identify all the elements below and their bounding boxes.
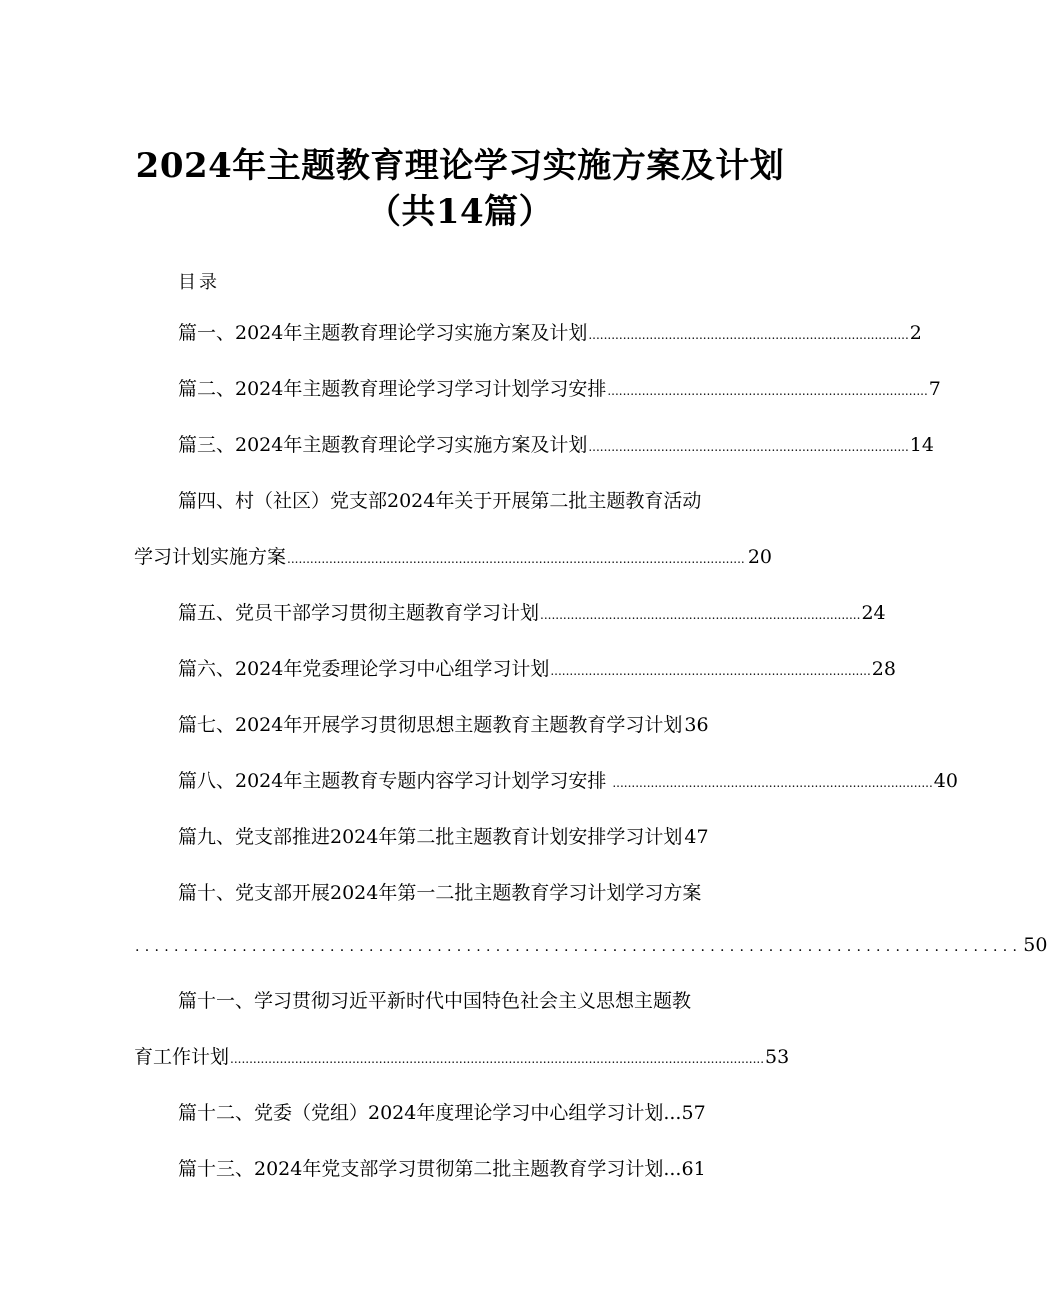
toc-entry-label: 篇一、2024年主题教育理论学习实施方案及计划	[178, 322, 588, 344]
toc-entry-label-cont: 学习计划实施方案	[134, 546, 287, 568]
toc-page-number: 7	[928, 378, 941, 400]
toc-entry-label: 篇三、2024年主题教育理论学习实施方案及计划	[178, 434, 588, 456]
toc-entry[interactable]	[178, 430, 934, 460]
document-title: 2024年主题教育理论学习实施方案及计划	[135, 146, 785, 186]
toc-page-number: 20	[747, 546, 772, 568]
toc-page-number: 40	[933, 770, 958, 792]
toc-entry-label: 篇十二、党委（党组）2024年度理论学习中心组学习计划...	[178, 1102, 682, 1124]
toc-leader-dots: ....................................................................................	[540, 608, 861, 622]
toc-entry-label[interactable]: 篇四、村（社区）党支部2024年关于开展第二批主题教育活动	[178, 490, 702, 512]
toc-entry-label-cont: 育工作计划	[134, 1046, 230, 1068]
toc-leader-dots: ...........................................................................................	[135, 939, 1023, 955]
toc-page-number: 24	[861, 602, 886, 624]
toc-entry-label: 篇九、党支部推进2024年第二批主题教育计划安排学习计划	[178, 826, 683, 848]
toc-entry-label[interactable]: 篇十一、学习贯彻习近平新时代中国特色社会主义思想主题教	[178, 990, 692, 1012]
toc-page-number: 36	[684, 714, 709, 736]
toc-leader-dots: ....................................................................................	[612, 776, 933, 790]
toc-entry-label: 篇五、党员干部学习贯彻主题教育学习计划	[178, 602, 540, 624]
document-subtitle: （共14篇）	[366, 192, 554, 232]
toc-entry[interactable]	[178, 598, 886, 628]
toc-entry[interactable]	[178, 710, 709, 740]
toc-entry-label: 篇十三、2024年党支部学习贯彻第二批主题教育学习计划...	[178, 1158, 682, 1180]
toc-entry-continuation[interactable]	[134, 542, 772, 572]
toc-page-number: 47	[684, 826, 709, 848]
toc-page-number: 57	[681, 1102, 706, 1124]
toc-leader-dots: ........................................................................................................................	[287, 552, 745, 566]
toc-entry[interactable]	[178, 318, 922, 348]
toc-entry-label[interactable]: 篇十、党支部开展2024年第一二批主题教育学习计划学习方案	[178, 882, 702, 904]
toc-entry-continuation[interactable]	[134, 1042, 790, 1072]
toc-entry[interactable]	[178, 654, 896, 684]
toc-leader-dots: ....................................................................................	[588, 440, 909, 454]
toc-entry-label: 篇六、2024年党委理论学习中心组学习计划	[178, 658, 550, 680]
toc-leader-dots: ....................................................................................	[588, 328, 909, 342]
toc-entry[interactable]	[178, 766, 958, 796]
toc-entry-label: 篇二、2024年主题教育理论学习学习计划学习安排	[178, 378, 607, 400]
toc-entry[interactable]	[178, 822, 709, 852]
toc-entry[interactable]	[178, 374, 941, 404]
toc-entry-continuation[interactable]	[134, 930, 1047, 960]
toc-page-number: 2	[909, 322, 922, 344]
toc-leader-dots: ....................................................................................	[607, 384, 928, 398]
toc-page-number: 14	[909, 434, 934, 456]
toc-leader-dots: ....................................................................................	[550, 664, 871, 678]
toc-page-number: 61	[681, 1158, 706, 1180]
toc-heading: 目录	[178, 272, 220, 293]
toc-entry-label: 篇七、2024年开展学习贯彻思想主题教育主题教育学习计划	[178, 714, 683, 736]
toc-page-number: 50	[1023, 934, 1047, 956]
toc-page-number: 28	[871, 658, 896, 680]
toc-entry[interactable]	[178, 1154, 706, 1184]
toc-leader-dots: ............................................................................................................................................	[230, 1052, 765, 1066]
toc-entry-label: 篇八、2024年主题教育专题内容学习计划学习安排	[178, 770, 607, 792]
toc-page-number: 53	[765, 1046, 790, 1068]
toc-entry[interactable]	[178, 1098, 706, 1128]
